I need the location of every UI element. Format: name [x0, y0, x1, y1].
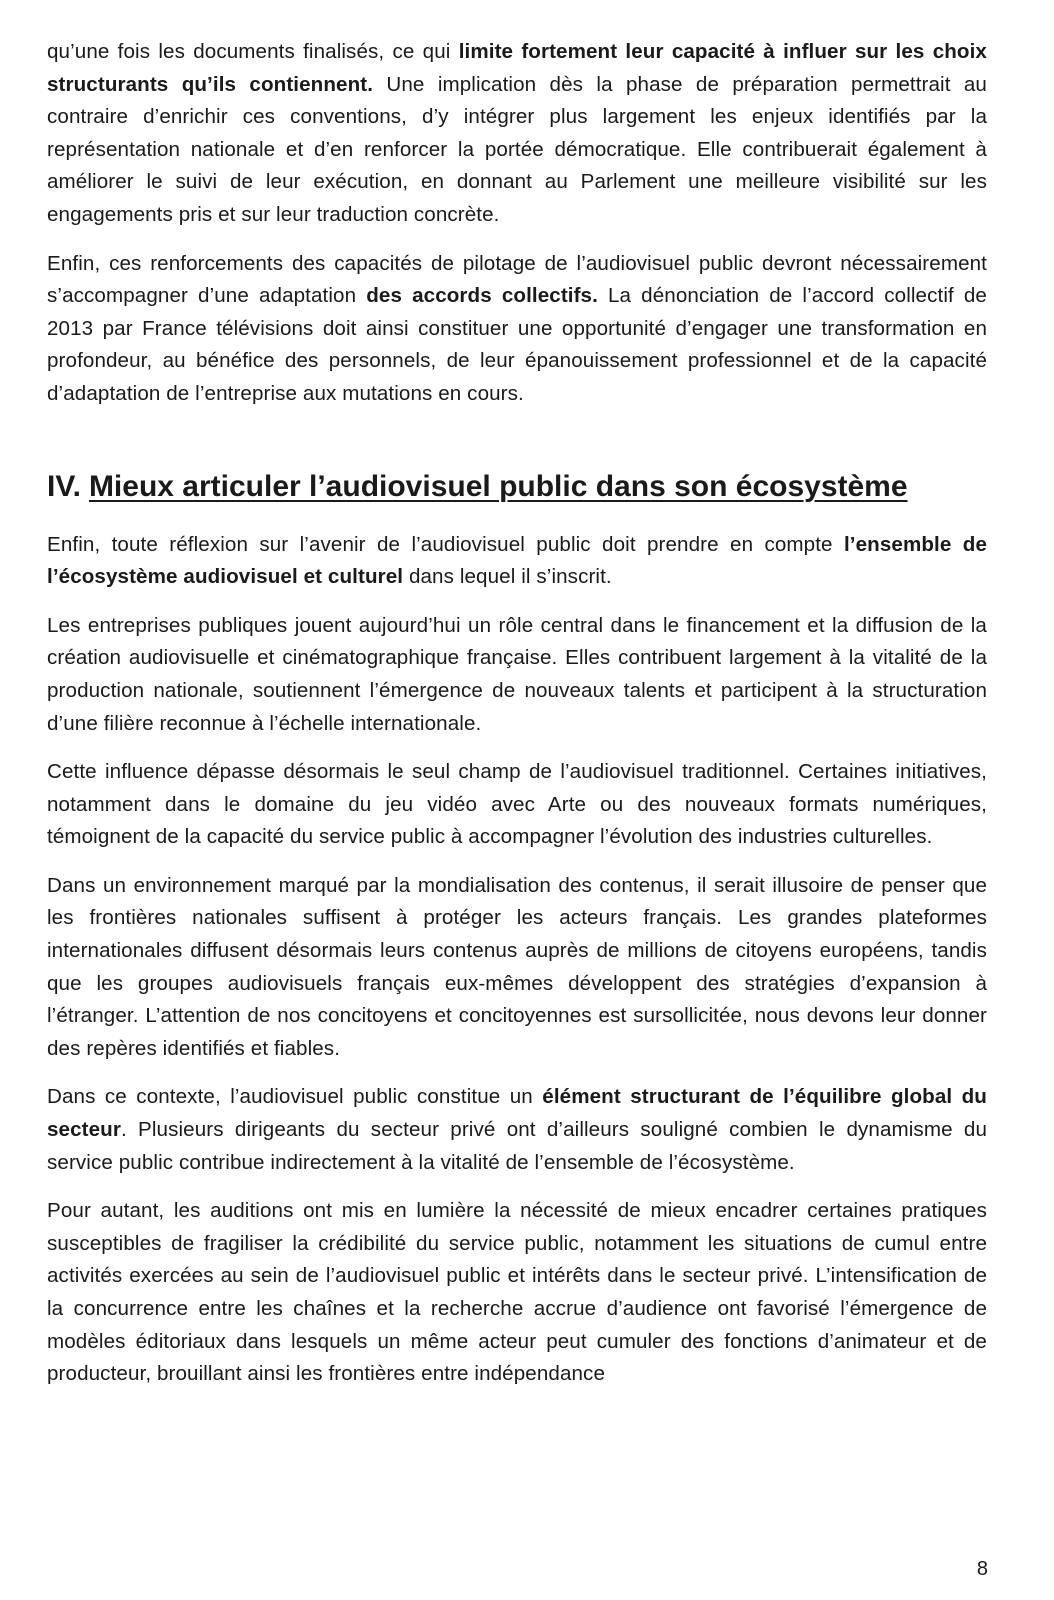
text-run: dans lequel il s’inscrit.	[403, 565, 612, 589]
text-run: Cette influence dépasse désormais le seul champ de l’audiovisuel traditionnel. Certaines initiatives, notamment dans le domaine du jeu vidéo avec Arte ou des nouveaux formats numériques, témoignent de la capacité du service public à accompagner l’évolution des industries culturelles.	[47, 760, 987, 849]
text-run: Les entreprises publiques jouent aujourd’hui un rôle central dans le financement et la diffusion de la création audiovisuelle et cinématographique française. Elles contribuent largement à la vitalité de la production nationale, soutiennent l’émergence de nouveaux talents et participent à la structuration d’une filière reconnue à l’échelle internationale.	[47, 613, 987, 735]
paragraph	[47, 529, 987, 594]
text-run: qu’une fois les documents finalisés, ce qui	[47, 40, 459, 63]
text-run: Enfin, ces renforcements des capacités de pilotage de l’audiovisuel public devront nécessairement s’accompagner d’une adaptation	[47, 251, 987, 308]
paragraph	[47, 1195, 987, 1391]
paragraph	[47, 248, 987, 411]
bold-text: des accords collectifs.	[366, 284, 598, 308]
bold-text: élément structurant de l’équilibre global du secteur	[47, 1085, 987, 1142]
paragraph	[47, 756, 987, 854]
paragraph-block-top	[47, 36, 987, 411]
paragraph	[47, 36, 987, 232]
text-run: Dans un environnement marqué par la mondialisation des contenus, il serait illusoire de penser que les frontières nationales suffisent à protéger les acteurs français. Les grandes plateformes internationales diffusent désormais leurs contenus auprès de millions de citoyens européens, tandis que les groupes audiovisuels français eux-mêmes développent des stratégies d’expansion à l’étranger. L’attention de nos concitoyens et concitoyennes est sursollicitée, nous devons leur donner des repères identifiés et fiables.	[47, 873, 987, 1060]
text-run: . Plusieurs dirigeants du secteur privé ont d’ailleurs souligné combien le dynamisme du service public contribue indirectement à la vitalité de l’ensemble de l’écosystème.	[47, 1118, 987, 1174]
page-number: 8	[976, 1558, 988, 1580]
text-run: Enfin, toute réflexion sur l’avenir de l’audiovisuel public doit prendre en compte	[47, 532, 844, 556]
section-title: Mieux articuler l’audiovisuel public dans son écosystème	[88, 469, 908, 503]
paragraph	[47, 610, 987, 740]
text-run: Dans ce contexte, l’audiovisuel public constitue un	[47, 1085, 543, 1109]
paragraph	[47, 870, 987, 1066]
section-heading	[47, 467, 987, 507]
text-run: La dénonciation de l’accord collectif de 2013 par France télévisions doit ainsi constituer une opportunité d’engager une transformation en profondeur, au bénéfice des personnels, de leur épanouissement professionnel et de la capacité d’adaptation de l’entreprise aux mutations en cours.	[47, 284, 987, 405]
paragraph	[47, 1081, 987, 1179]
bold-text: l’ensemble de l’écosystème audiovisuel et culturel	[47, 532, 987, 589]
section-number: IV.	[47, 469, 81, 503]
document-page	[47, 36, 987, 1407]
text-run: Pour autant, les auditions ont mis en lumière la nécessité de mieux encadrer certaines pratiques susceptibles de fragiliser la crédibilité du service public, notamment les situations de cumul entre activités exercées au sein de l’audiovisuel public et intérêts dans le secteur privé. L’intensification de la concurrence entre les chaînes et la recherche accrue d’audience ont favorisé l’émergence de modèles éditoriaux dans lesquels un même acteur peut cumuler des fonctions d’animateur et de producteur, brouillant ainsi les frontières entre indépendance	[47, 1199, 987, 1386]
bold-text: limite fortement leur capacité à influer sur les choix structurants qu’ils contiennent.	[47, 40, 987, 96]
text-run: Une implication dès la phase de préparation permettrait au contraire d’enrichir ces conventions, d’y intégrer plus largement les enjeux identifiés par la représentation nationale et d’en renforcer la portée démocratique. Elle contribuerait également à améliorer le suivi de leur exécution, en donnant au Parlement une meilleure visibilité sur les engagements pris et sur leur traduction concrète.	[47, 72, 987, 226]
paragraph-block-section	[47, 529, 987, 1391]
